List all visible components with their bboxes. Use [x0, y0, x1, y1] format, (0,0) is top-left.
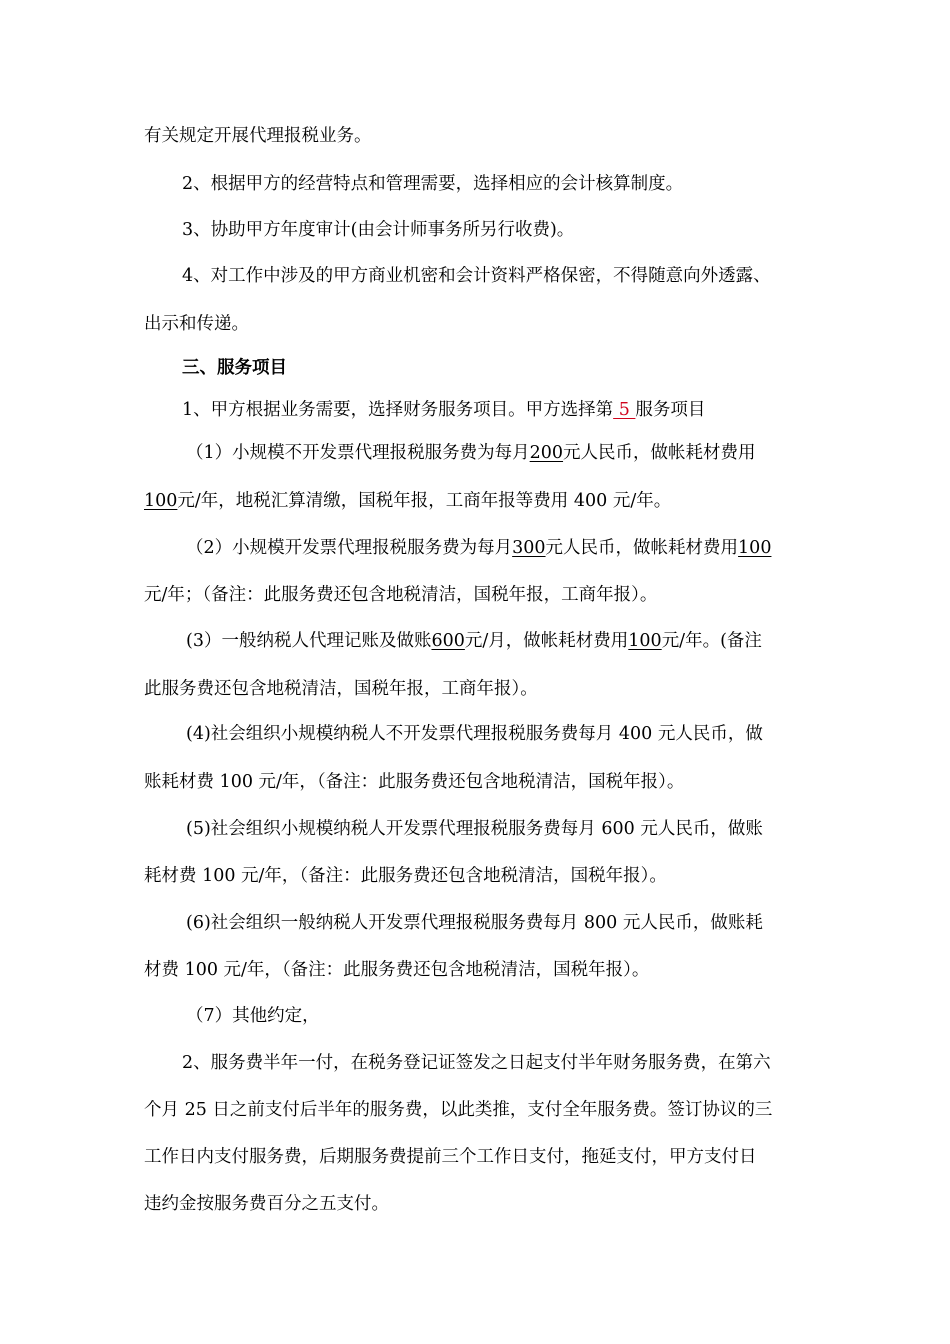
text-line [182, 398, 814, 422]
text-line: 3、协助甲方年度审计(由会计师事务所另行收费)。 [182, 220, 575, 240]
amount-field: 100 [738, 538, 772, 558]
text-line: 出示和传递。 [144, 314, 249, 334]
text-segment: 元/月，做帐耗材费用 [464, 631, 629, 651]
text-segment: (3）一般纳税人代理记账及做账 [186, 631, 432, 651]
text-line: (6)社会组织一般纳税人开发票代理报税服务费每月 800 元人民币，做账耗 [186, 913, 763, 933]
amount-field: 100 [628, 631, 662, 651]
text-line: 个月 25 日之前支付后半年的服务费，以此类推，支付全年服务费。签订协议的三 [144, 1100, 773, 1120]
text-line: (4)社会组织小规模纳税人不开发票代理报税服务费每月 400 元人民币，做 [186, 724, 763, 744]
text-line: 材费 100 元/年，（备注：此服务费还包含地税清洁，国税年报）。 [144, 960, 650, 980]
text-line: 2、服务费半年一付，在税务登记证签发之日起支付半年财务服务费，在第六 [182, 1053, 771, 1073]
text-line [144, 489, 814, 513]
amount-field: 100 [144, 491, 178, 511]
text-segment: 元人民币，做帐耗材费用 [545, 538, 739, 558]
text-line: 元/年；（备注：此服务费还包含地税清洁，国税年报，工商年报）。 [144, 585, 658, 605]
amount-field: 200 [529, 443, 564, 463]
text-segment: 1、甲方根据业务需要，选择财务服务项目。甲方选择第 [182, 400, 614, 420]
text-line [186, 441, 814, 465]
text-line: 有关规定开展代理报税业务。 [144, 126, 372, 146]
text-segment: 服务项目 [635, 400, 706, 420]
text-line: 工作日内支付服务费，后期服务费提前三个工作日支付，拖延支付，甲方支付日 [144, 1147, 757, 1167]
text-segment: 元/年，地税汇算清缴，国税年报，工商年报等费用 400 元/年。 [177, 491, 672, 511]
section-heading: 三、服务项目 [182, 358, 287, 378]
text-line: 2、根据甲方的经营特点和管理需要，选择相应的会计核算制度。 [182, 174, 684, 194]
text-segment: 元/年。(备注 [661, 631, 762, 651]
text-line: (5)社会组织小规模纳税人开发票代理报税服务费每月 600 元人民币，做账 [186, 819, 763, 839]
text-segment: （1）小规模不开发票代理报税服务费为每月 [186, 443, 530, 463]
text-segment: （2）小规模开发票代理报税服务费为每月 [186, 538, 513, 558]
text-line [186, 536, 814, 560]
selected-item-number: 5 [613, 400, 636, 420]
amount-field: 300 [512, 538, 546, 558]
text-line: （7）其他约定， [186, 1006, 320, 1026]
text-line: 耗材费 100 元/年，（备注：此服务费还包含地税清洁，国税年报）。 [144, 866, 667, 886]
amount-field: 600 [431, 631, 465, 651]
text-line [186, 629, 814, 653]
text-segment: 元人民币，做帐耗材费用 [563, 443, 756, 463]
text-line: 账耗材费 100 元/年，（备注：此服务费还包含地税清洁，国税年报）。 [144, 772, 685, 792]
text-line: 此服务费还包含地税清洁，国税年报，工商年报）。 [144, 679, 538, 699]
text-line: 4、对工作中涉及的甲方商业机密和会计资料严格保密，不得随意向外透露、 [182, 266, 771, 286]
text-line: 违约金按服务费百分之五支付。 [144, 1194, 389, 1214]
